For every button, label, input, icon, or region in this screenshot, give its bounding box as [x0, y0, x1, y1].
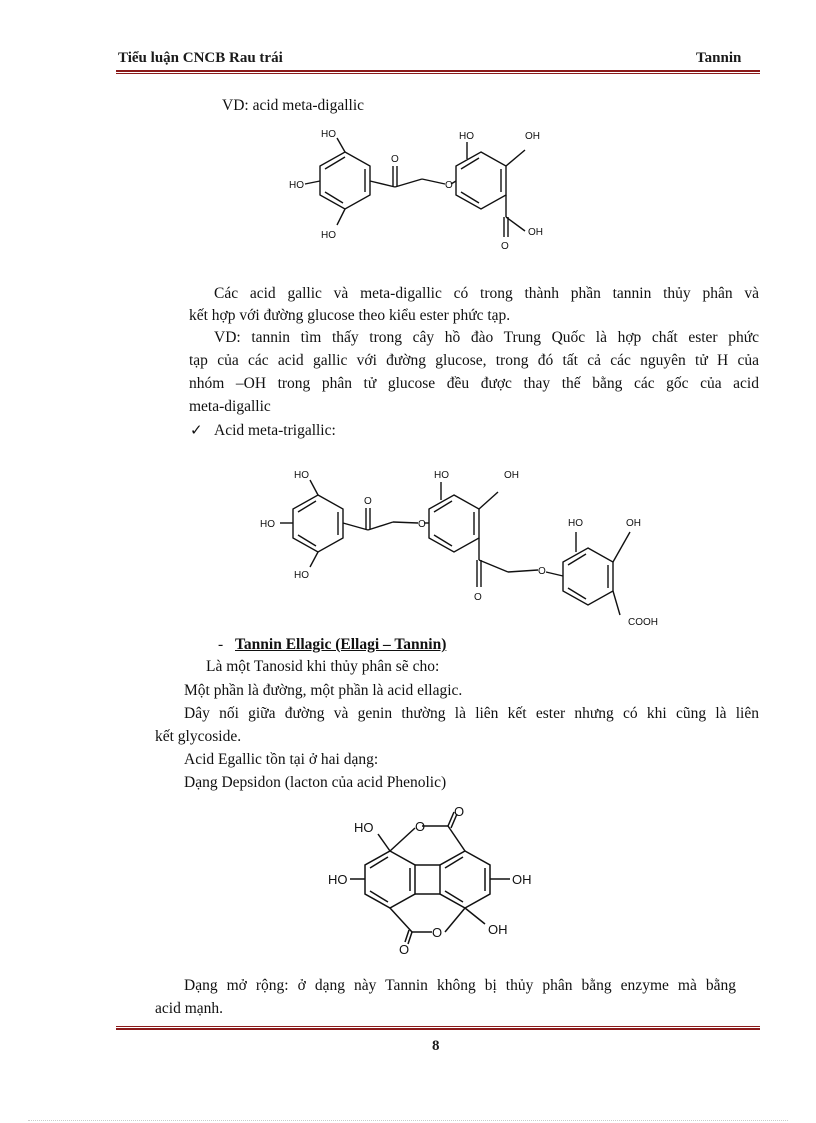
svg-text:COOH: COOH	[628, 617, 658, 628]
svg-text:HO: HO	[321, 230, 336, 241]
paragraph-gallic-line1: Các acid gallic và meta-digallic có trong thành phần tannin thủy phân và	[214, 285, 759, 302]
line-two-forms: Acid Egallic tồn tại ở hai dạng:	[184, 751, 379, 768]
svg-text:OH: OH	[528, 227, 543, 238]
paragraph-example-line2: tạp của các acid gallic với đường glucose, trong đó tất cả các nguyên tử H của	[189, 352, 759, 369]
svg-text:O: O	[418, 519, 426, 530]
svg-text:O: O	[391, 154, 399, 165]
line-extended-form-1: Dạng mở rộng: ở dạng này Tannin không bị thủy phân bằng enzyme mà bằng	[184, 977, 736, 994]
svg-text:HO: HO	[260, 519, 275, 530]
svg-text:HO: HO	[294, 470, 309, 481]
line-depsidon: Dạng Depsidon (lacton của acid Phenolic)	[184, 774, 447, 791]
structure-ellagic-acid	[320, 806, 560, 956]
svg-text:O: O	[501, 241, 509, 252]
example-meta-digallic: VD: acid meta-digallic	[222, 97, 365, 114]
svg-text:O: O	[445, 180, 453, 191]
structure-meta-trigallic	[258, 460, 678, 635]
svg-text:OH: OH	[504, 470, 519, 481]
svg-text:O: O	[364, 496, 372, 507]
header-left: Tiểu luận CNCB Rau trái	[118, 50, 283, 66]
paragraph-example-line1: VD: tannin tìm thấy trong cây hồ đào Trung Quốc là hợp chất ester phức	[214, 329, 759, 346]
svg-text:OH: OH	[488, 922, 508, 937]
paragraph-example-line4: meta-digallic	[189, 398, 271, 415]
svg-text:HO: HO	[328, 872, 348, 887]
svg-text:HO: HO	[294, 570, 309, 581]
svg-text:OH: OH	[512, 872, 532, 887]
svg-text:HO: HO	[459, 131, 474, 142]
header-right: Tannin	[696, 50, 742, 66]
bullet-meta-trigallic: Acid meta-trigallic:	[214, 422, 336, 439]
paragraph-gallic-line2: kết hợp với đường glucose theo kiểu ester phức tạp.	[189, 307, 511, 324]
line-bond-type-2: kết glycoside.	[155, 728, 242, 745]
page-edge	[28, 1120, 788, 1121]
check-icon: ✓	[190, 421, 203, 439]
line-tanosid: Là một Tanosid khi thủy phân sẽ cho:	[206, 658, 440, 675]
svg-text:O: O	[399, 942, 410, 956]
svg-text:O: O	[538, 566, 546, 577]
page-number: 8	[432, 1038, 440, 1054]
svg-text:OH: OH	[525, 131, 540, 142]
structure-meta-digallic	[285, 122, 625, 272]
svg-text:O: O	[454, 806, 465, 819]
svg-text:O: O	[474, 592, 482, 603]
section-title-tannin-ellagic: Tannin Ellagic (Ellagi – Tannin)	[235, 636, 447, 653]
line-bond-type-1: Dây nối giữa đường và genin thường là liên kết ester nhưng có khi cũng là liên	[184, 705, 759, 722]
header-rule	[116, 70, 760, 74]
line-extended-form-2: acid mạnh.	[155, 1000, 224, 1017]
footer-rule	[116, 1026, 760, 1030]
svg-text:OH: OH	[626, 518, 641, 529]
line-hydrolysis-products: Một phần là đường, một phần là acid ellagic.	[184, 682, 463, 699]
svg-text:O: O	[432, 925, 443, 940]
svg-text:O: O	[415, 819, 426, 834]
svg-text:HO: HO	[321, 129, 336, 140]
section-dash: -	[218, 636, 224, 653]
svg-text:HO: HO	[568, 518, 583, 529]
svg-text:HO: HO	[289, 180, 304, 191]
paragraph-example-line3: nhóm –OH trong phân tử glucose đều được thay thế bằng các gốc của acid	[189, 375, 759, 392]
svg-text:HO: HO	[434, 470, 449, 481]
svg-text:HO: HO	[354, 820, 374, 835]
